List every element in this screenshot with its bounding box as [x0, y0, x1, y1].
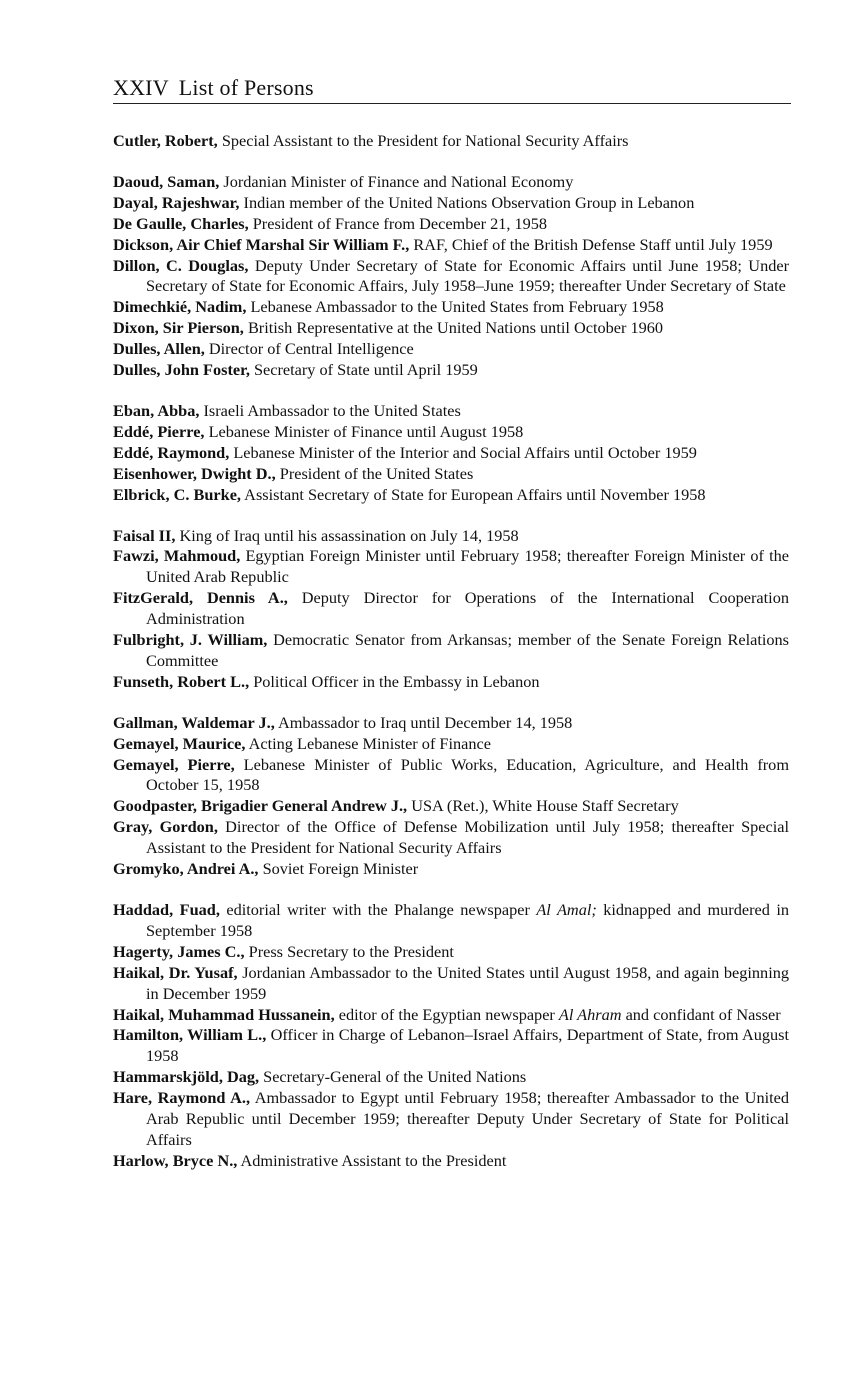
person-entry [113, 422, 789, 443]
person-name: Haddad, Fuad, [113, 900, 220, 919]
person-description: Director of Central Intelligence [204, 339, 414, 359]
person-description: kidnapped and murdered in September 1958 [146, 900, 789, 940]
person-description: Egyptian Foreign Minister until February 1958; thereafter Foreign Minister of the United Arab Republic [146, 546, 790, 587]
header-rule [113, 103, 791, 104]
person-name: Harlow, Bryce N., [113, 1150, 238, 1170]
page-title: List of Persons [178, 75, 314, 100]
person-description: King of Iraq until his assassination on July 14, 1958 [175, 525, 519, 545]
person-description: Secretary of State until April 1959 [249, 360, 478, 380]
person-entry [113, 172, 789, 193]
person-name: Goodpaster, Brigadier General Andrew J., [113, 796, 408, 816]
person-entry [113, 630, 789, 672]
letter-group [113, 713, 789, 880]
person-name: Gray, Gordon, [113, 817, 218, 837]
person-description: RAF, Chief of the British Defense Staff until July 1959 [409, 234, 773, 254]
person-entry [113, 900, 789, 942]
person-entry [113, 1005, 789, 1026]
letter-group [113, 900, 789, 1172]
letter-group [113, 131, 789, 152]
person-entry [113, 1088, 789, 1151]
person-entry [113, 755, 789, 797]
publication-title: Al Ahram [558, 1004, 622, 1024]
person-entry [113, 235, 789, 256]
person-name: Dillon, C. Douglas, [113, 255, 249, 275]
person-description: Secretary-General of the United Nations [259, 1067, 527, 1087]
person-description: Ambassador to Egypt until February 1958; thereafter Ambassador to the United Arab Republic until December 1959; thereafter Deputy Under Secretary of State for Political Affairs [146, 1088, 789, 1149]
person-description: USA (Ret.), White House Staff Secretary [407, 796, 679, 816]
person-name: Hare, Raymond A., [113, 1088, 251, 1108]
person-entry [113, 713, 789, 734]
person-description: Lebanese Minister of Finance until August 1958 [204, 421, 524, 441]
person-name: Dayal, Rajeshwar, [113, 192, 240, 212]
person-entry [113, 464, 789, 485]
person-name: Eisenhower, Dwight D., [113, 463, 276, 483]
person-name: Haikal, Muhammad Hussanein, [113, 1004, 335, 1024]
person-entry [113, 339, 789, 360]
person-description: Political Officer in the Embassy in Lebanon [249, 671, 540, 691]
person-description: Soviet Foreign Minister [258, 859, 419, 879]
person-description: Lebanese Ambassador to the United States from February 1958 [246, 297, 664, 317]
person-description: President of the United States [275, 463, 474, 483]
person-description: Special Assistant to the President for National Security Affairs [217, 131, 629, 150]
person-name: Elbrick, C. Burke, [113, 484, 242, 504]
person-description: and confidant of Nasser [621, 1004, 781, 1024]
person-name: Hammarskjöld, Dag, [113, 1067, 260, 1087]
person-description: Jordanian Ambassador to the United States until August 1958, and again beginning in December 1959 [146, 962, 789, 1003]
person-entry [113, 796, 789, 817]
person-description: Acting Lebanese Minister of Finance [245, 733, 491, 753]
person-description: Lebanese Minister of the Interior and Social Affairs until October 1959 [229, 442, 697, 462]
letter-group [113, 401, 789, 506]
person-entry [113, 1151, 789, 1172]
person-description: Officer in Charge of Lebanon–Israel Affairs, Department of State, from August 1958 [146, 1025, 789, 1066]
person-entry [113, 1025, 789, 1067]
person-entry [113, 963, 789, 1005]
person-entry [113, 672, 789, 693]
person-entry [113, 526, 789, 547]
person-entry [113, 443, 789, 464]
letter-group [113, 526, 789, 693]
person-entry [113, 131, 789, 152]
person-name: Fawzi, Mahmoud, [113, 546, 241, 566]
person-description: Israeli Ambassador to the United States [199, 400, 461, 420]
person-description: Deputy Director for Operations of the International Cooperation Administration [146, 588, 789, 629]
person-name: Hamilton, William L., [113, 1025, 267, 1045]
person-name: Gallman, Waldemar J., [113, 712, 275, 732]
person-name: Gemayel, Pierre, [113, 754, 235, 774]
person-entry [113, 193, 789, 214]
person-entry [113, 734, 789, 755]
persons-list [113, 131, 789, 1192]
person-name: Gromyko, Andrei A., [113, 859, 259, 879]
person-description: Indian member of the United Nations Observation Group in Lebanon [239, 192, 695, 212]
person-entry [113, 256, 789, 298]
person-name: Cutler, Robert, [113, 131, 218, 150]
person-entry [113, 588, 789, 630]
person-entry [113, 214, 789, 235]
person-entry [113, 318, 789, 339]
publication-title: Al Amal; [536, 900, 597, 919]
person-entry [113, 485, 789, 506]
person-description: Jordanian Minister of Finance and National Economy [219, 171, 574, 191]
page-number: XXIV [113, 75, 169, 100]
person-description: editor of the Egyptian newspaper [334, 1004, 559, 1024]
person-name: Gemayel, Maurice, [113, 733, 246, 753]
person-entry [113, 297, 789, 318]
person-entry [113, 817, 789, 859]
person-name: Fulbright, J. William, [113, 630, 268, 650]
person-entry [113, 360, 789, 381]
person-description: Democratic Senator from Arkansas; member of the Senate Foreign Relations Committee [146, 630, 789, 670]
person-entry [113, 859, 789, 880]
person-name: Hagerty, James C., [113, 941, 245, 961]
person-name: Eddé, Pierre, [113, 421, 205, 441]
person-description: Press Secretary to the President [244, 941, 454, 961]
person-name: Eban, Abba, [113, 400, 200, 420]
person-description: Lebanese Minister of Public Works, Education, Agriculture, and Health from October 15, 1958 [146, 754, 789, 795]
person-description: Director of the Office of Defense Mobilization until July 1958; thereafter Special Assistant to the President for National Security Affairs [146, 817, 790, 858]
person-description: Administrative Assistant to the President [237, 1150, 507, 1170]
person-name: FitzGerald, Dennis A., [113, 588, 288, 608]
person-name: Dickson, Air Chief Marshal Sir William F., [113, 234, 410, 254]
person-description: editorial writer with the Phalange newspaper [219, 900, 537, 919]
person-entry [113, 942, 789, 963]
person-name: De Gaulle, Charles, [113, 213, 249, 233]
person-name: Daoud, Saman, [113, 171, 220, 191]
person-description: British Representative at the United Nations until October 1960 [243, 318, 664, 338]
person-description: Assistant Secretary of State for European Affairs until November 1958 [241, 484, 706, 504]
person-name: Faisal II, [113, 525, 176, 545]
person-description: President of France from December 21, 1958 [248, 213, 548, 233]
person-name: Dixon, Sir Pierson, [113, 318, 244, 338]
person-name: Dimechkié, Nadim, [113, 297, 247, 317]
person-entry [113, 1067, 789, 1088]
page-header [113, 74, 791, 102]
person-name: Dulles, Allen, [113, 339, 205, 359]
person-description: Ambassador to Iraq until December 14, 1958 [274, 712, 573, 732]
person-description: Deputy Under Secretary of State for Economic Affairs until June 1958; Under Secretary of State for Economic Affairs, July 1958–June 1959; thereafter Under Secretary of State [146, 255, 789, 296]
person-name: Haikal, Dr. Yusaf, [113, 962, 238, 982]
person-name: Eddé, Raymond, [113, 442, 230, 462]
letter-group [113, 172, 789, 381]
person-name: Funseth, Robert L., [113, 671, 250, 691]
person-entry [113, 401, 789, 422]
person-entry [113, 546, 789, 588]
person-name: Dulles, John Foster, [113, 360, 250, 380]
